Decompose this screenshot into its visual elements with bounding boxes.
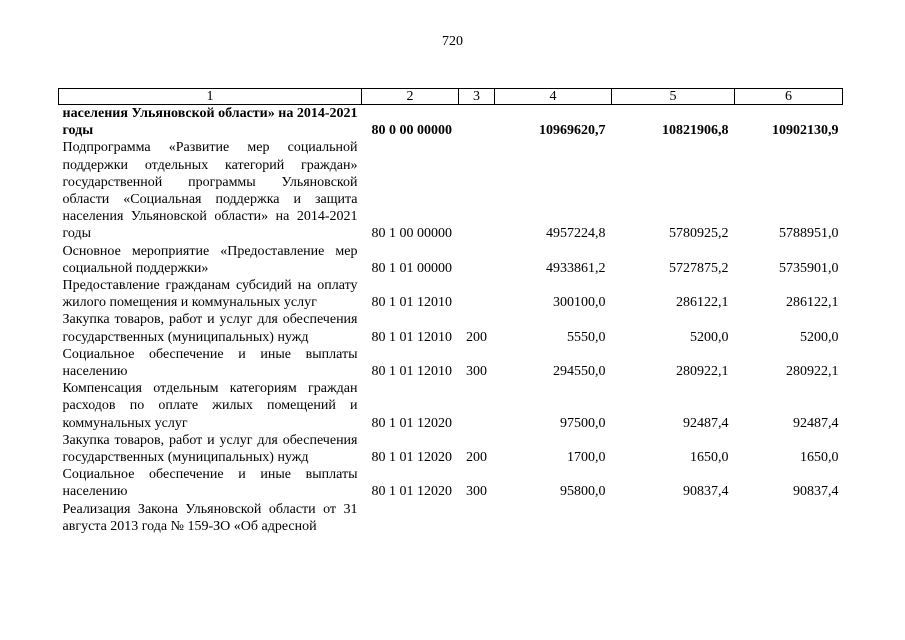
row-value-col4: 95800,0 xyxy=(560,484,606,500)
header-col-3: 3 xyxy=(459,89,495,105)
row-value-col4: 300100,0 xyxy=(553,295,606,311)
row-value-col6: 5200,0 xyxy=(800,329,839,345)
row-value-col6: 1650,0 xyxy=(800,450,839,466)
row-value-col6: 280922,1 xyxy=(786,364,839,380)
row-vr: 300 xyxy=(466,364,487,380)
row-name: Основное мероприятие «Предоставление мер социальной поддержки» xyxy=(62,243,358,276)
row-name: Реализация Закона Ульяновской области от 31 августа 2013 года № 159-ЗО «Об адресной xyxy=(62,501,358,534)
row-value-col5: 280922,1 xyxy=(676,364,729,380)
budget-table xyxy=(58,88,843,535)
row-value-col6: 5735901,0 xyxy=(779,260,839,276)
table-row xyxy=(59,346,843,380)
page-number: 720 xyxy=(442,34,463,49)
header-row xyxy=(59,89,843,105)
row-code: 80 1 01 12020 xyxy=(371,484,452,500)
table-row xyxy=(59,501,843,535)
row-value-col6: 286122,1 xyxy=(786,295,839,311)
row-vr xyxy=(459,277,495,311)
row-value-col4 xyxy=(495,501,612,535)
row-vr: 200 xyxy=(466,450,487,466)
row-vr xyxy=(459,501,495,535)
table-row xyxy=(59,380,843,432)
table-row xyxy=(59,432,843,466)
row-value-col5: 90837,4 xyxy=(683,484,729,500)
row-code: 80 1 01 12020 xyxy=(371,415,452,431)
row-value-col4: 97500,0 xyxy=(560,415,606,431)
row-value-col6: 90837,4 xyxy=(793,484,839,500)
row-vr: 300 xyxy=(466,484,487,500)
row-value-col5 xyxy=(612,501,735,535)
row-value-col5: 286122,1 xyxy=(676,295,729,311)
row-vr xyxy=(459,105,495,140)
row-name: Подпрограмма «Развитие мер социальной поддержки отдельных категорий граждан» государственной программы Ульяновской области «Социальная поддержка и защита населения Ульяновской области» на 2014-2021 годы xyxy=(62,140,358,242)
row-code: 80 1 01 12010 xyxy=(371,295,452,311)
header-col-6: 6 xyxy=(735,89,843,105)
row-value-col6: 5788951,0 xyxy=(779,226,839,242)
row-vr xyxy=(459,139,495,242)
row-value-col4: 294550,0 xyxy=(553,364,606,380)
table-header xyxy=(59,89,843,105)
row-name: Компенсация отдельным категориям граждан расходов по оплате жилых помещений и коммунальных услуг xyxy=(62,381,358,431)
row-code xyxy=(362,501,459,535)
row-code: 80 0 00 00000 xyxy=(371,123,452,139)
row-value-col5: 10821906,8 xyxy=(662,123,729,139)
row-name: Закупка товаров, работ и услуг для обеспечения государственных (муниципальных) нужд xyxy=(62,432,358,466)
row-value-col4: 5550,0 xyxy=(567,329,606,345)
table-row xyxy=(59,139,843,242)
header-col-5: 5 xyxy=(612,89,735,105)
header-col-4: 4 xyxy=(495,89,612,105)
row-value-col6: 10902130,9 xyxy=(772,123,839,139)
table-body xyxy=(59,105,843,536)
row-value-col5: 92487,4 xyxy=(683,415,729,431)
row-name: Социальное обеспечение и иные выплаты населению xyxy=(62,467,358,500)
row-name: населения Ульяновской области» на 2014-2021 годы xyxy=(62,106,358,139)
table-row xyxy=(59,105,843,140)
row-value-col4: 4933861,2 xyxy=(546,260,606,276)
row-value-col6 xyxy=(735,501,843,535)
row-code: 80 1 01 12010 xyxy=(371,329,452,345)
row-value-col5: 5200,0 xyxy=(690,329,729,345)
header-col-1: 1 xyxy=(59,89,362,105)
row-code: 80 1 00 00000 xyxy=(371,226,452,242)
row-code: 80 1 01 12010 xyxy=(371,364,452,380)
table-row xyxy=(59,466,843,500)
row-value-col6: 92487,4 xyxy=(793,415,839,431)
row-vr xyxy=(459,380,495,432)
table-row xyxy=(59,311,843,345)
table-row xyxy=(59,277,843,311)
row-value-col5: 1650,0 xyxy=(690,450,729,466)
row-value-col5: 5780925,2 xyxy=(669,226,729,242)
row-code: 80 1 01 00000 xyxy=(371,260,452,276)
row-value-col4: 4957224,8 xyxy=(546,226,606,242)
row-name: Закупка товаров, работ и услуг для обеспечения государственных (муниципальных) нужд xyxy=(62,312,358,345)
row-vr xyxy=(459,243,495,277)
row-value-col5: 5727875,2 xyxy=(669,260,729,276)
table-row xyxy=(59,243,843,277)
row-code: 80 1 01 12020 xyxy=(371,450,452,466)
header-col-2: 2 xyxy=(362,89,459,105)
row-name: Социальное обеспечение и иные выплаты населению xyxy=(62,346,358,380)
row-vr: 200 xyxy=(466,329,487,345)
row-value-col4: 1700,0 xyxy=(567,450,606,466)
row-value-col4: 10969620,7 xyxy=(539,123,606,139)
row-name: Предоставление гражданам субсидий на оплату жилого помещения и коммунальных услуг xyxy=(62,278,358,311)
